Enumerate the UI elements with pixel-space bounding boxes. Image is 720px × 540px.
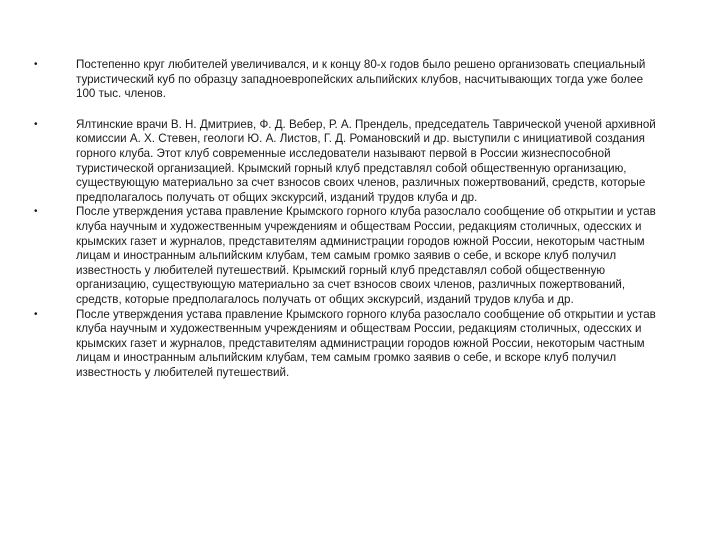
bullet-item-1	[34, 58, 664, 102]
bullet-dot-icon: •	[34, 59, 38, 70]
bullet-dot-icon: •	[34, 206, 38, 218]
bullet-text: После утверждения устава правление Крымского горного клуба разослало сообщение об открытии и устав клуба научным и художественным учреждениям и обществам России, редакциям столичных, одесских и крымских газет и журналов, представителям администрации городов южной России, некоторым частным лицам и иностранным альпийским клубам, тем самым громко заявив о себе, и вскоре клуб получил известность у любителей путешествий. Крымский горный клуб представлял собой общественную организацию, существующую материально за счет взносов своих членов, различных пожертвований, средств, которые предполагалось получать от общих экскурсий, изданий трудов клуба и др.	[76, 205, 656, 306]
bullet-item-3	[34, 205, 664, 307]
bullet-dot-icon: •	[34, 308, 38, 320]
bullet-item-4	[34, 308, 664, 381]
bullet-text: Ялтинские врачи В. Н. Дмитриев, Ф. Д. Вебер, Р. А. Прендель, председатель Таврической ученой архивной комиссии А. Х. Стевен, геологи Ю. А. Листов, Г. Д. Романовский и др. выступили с инициативой создания горного клуба. Этот клуб современные исследователи называют первой в России жизнеспособной туристической организацией. Крымский горный клуб представлял собой общественную организацию, существующую материально за счет взносов своих членов, различных пожертвований, средств, которые предполагалось получать от общих экскурсий, изданий трудов клуба и др.	[76, 117, 656, 204]
bullet-dot-icon: •	[34, 118, 38, 130]
bullet-text: После утверждения устава правление Крымского горного клуба разослало сообщение об открытии и устав клуба научным и художественным учреждениям и обществам России, редакциям столичных, одесских и крымских газет и журналов, представителям администрации городов южной России, некоторым частным лицам и иностранным альпийским клубам, тем самым громко заявив о себе, и вскоре клуб получил известность у любителей путешествий.	[76, 307, 656, 379]
bullet-list	[34, 58, 664, 380]
bullet-item-2	[34, 118, 664, 206]
bullet-text: Постепенно круг любителей увеличивался, и к концу 80-х годов было решено организовать специальный туристический куб по образцу западноевропейских альпийских клубов, насчитывающих тогда уже более 100 тыс. членов.	[76, 58, 646, 101]
